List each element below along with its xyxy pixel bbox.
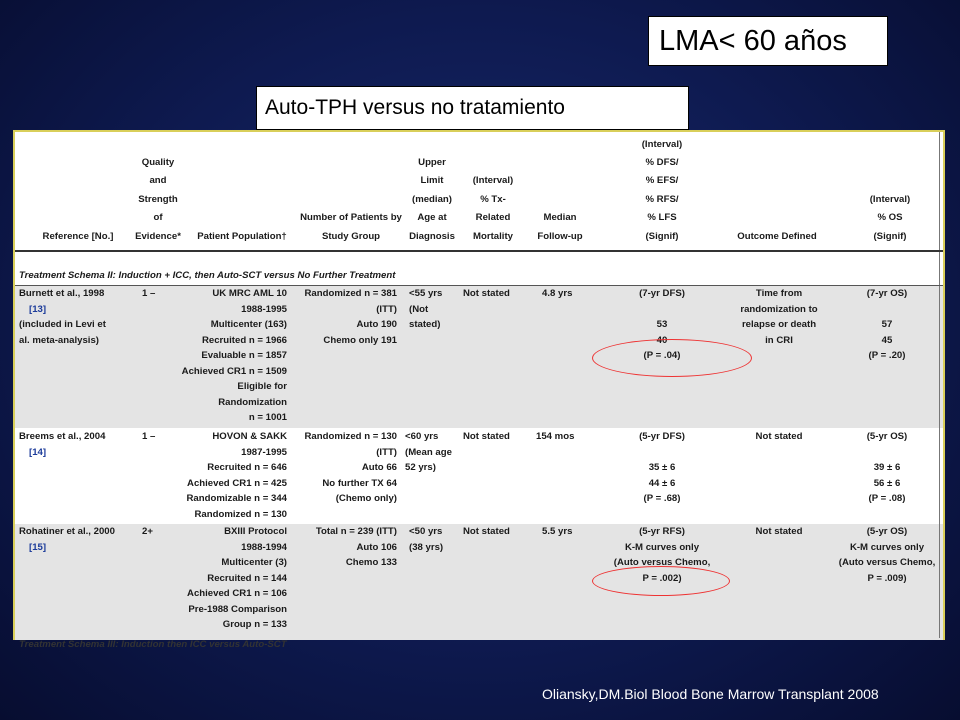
row2-os	[837, 429, 937, 507]
header-evidence-line-4: of	[153, 212, 163, 224]
header-outcome	[727, 228, 827, 246]
row1-patients	[285, 286, 397, 348]
next-schema-cut: Treatment Schema III: Induction then ICC versus Auto-SCT	[19, 639, 287, 650]
row3-reference-line-1: Rohatiner et al., 2000	[19, 526, 115, 537]
highlight-ellipse-rfs-row3	[592, 566, 730, 596]
row1-patients-line-3: Auto 190	[356, 319, 397, 330]
row1-os-line-4: 45	[881, 334, 893, 346]
header-population	[187, 228, 297, 246]
row1-os	[837, 286, 937, 364]
header-patients	[295, 209, 407, 246]
row1-reference	[19, 286, 106, 348]
header-patients-line-2: Study Group	[321, 230, 381, 242]
row2-reference-line-1: Breems et al., 2004	[19, 431, 106, 442]
row1-outcome-line-4: in CRI	[765, 334, 793, 346]
header-age-line-2: Limit	[420, 175, 444, 187]
row1-age	[409, 286, 442, 333]
row3-age-line-1: <50 yrs	[409, 526, 443, 537]
header-mortality-line-4: Mortality	[473, 230, 513, 242]
row1-reference-line-4: al. meta-analysis)	[19, 334, 99, 346]
row3-os-line-3: (Auto versus Chemo,	[838, 557, 936, 568]
row1-os-line-5: (P = .20)	[868, 350, 906, 361]
row2-population-line-3: Recruited n = 646	[207, 462, 287, 473]
row3-dfs-line-3: (Auto versus Chemo,	[613, 557, 711, 568]
row2-population	[175, 429, 287, 522]
header-age-line-4: Age at	[417, 212, 447, 224]
row2-population-line-5: Randomizable n = 344	[186, 493, 287, 504]
header-patients-line-1: Number of Patients by	[300, 212, 402, 224]
schema-label: Treatment Schema II: Induction + ICC, then Auto-SCT versus No Further Treatment	[19, 270, 396, 281]
row2-os-line-5: (P = .08)	[868, 493, 906, 504]
header-mortality-line-2: % Tx-	[480, 193, 506, 205]
row3-population-line-3: Multicenter (3)	[221, 557, 287, 568]
row2-patients-line-3: Auto 66	[361, 462, 397, 473]
row1-dfs-line-1: (7-yr DFS)	[639, 288, 685, 299]
row3-patients-line-2: Auto 106	[356, 541, 397, 553]
row2-patients	[285, 429, 397, 507]
row1-population	[175, 286, 287, 426]
header-mortality-line-3: Related	[475, 212, 511, 224]
row2-reference	[19, 429, 105, 460]
row2-patients-line-5: (Chemo only)	[335, 493, 397, 504]
header-dfs-line-3: % EFS/	[645, 175, 679, 187]
header-age-line-1: Upper	[418, 156, 446, 168]
header-dfs-line-4: % RFS/	[645, 193, 679, 205]
row3-dfs-line-1: (5-yr RFS)	[639, 526, 685, 537]
row1-population-line-7: Eligible for	[237, 381, 287, 392]
row2-mortality: Not stated	[463, 431, 510, 442]
row1-dfs-line-5: (P = .04)	[643, 350, 681, 361]
row3-population-line-4: Recruited n = 144	[207, 572, 287, 584]
row2-patients-line-4: No further TX 64	[322, 477, 397, 489]
row1-population-line-9: n = 1001	[248, 412, 287, 423]
row2-age-line-2: (Mean age	[405, 446, 452, 458]
row2-os-line-3: 39 ± 6	[873, 462, 901, 473]
row1-dfs-line-3: 53	[656, 319, 668, 330]
row2-followup: 154 mos	[536, 431, 575, 442]
row3-os-line-2: K-M curves only	[849, 541, 925, 553]
row1-reference-line-1: Burnett et al., 1998	[19, 288, 105, 299]
row3-followup: 5.5 yrs	[542, 526, 573, 537]
header-dfs-line-5: % LFS	[647, 212, 677, 224]
row1-dfs-line-2	[607, 302, 717, 318]
row2-os-line-4: 56 ± 6	[873, 477, 901, 489]
row2-population-line-2: 1987-1995	[241, 446, 287, 458]
citation: Oliansky,DM.Biol Blood Bone Marrow Transplant 2008	[542, 686, 879, 702]
row2-dfs-line-4: 44 ± 6	[648, 477, 676, 489]
row1-population-line-8: Randomization	[218, 396, 287, 408]
row-band-3	[15, 524, 943, 640]
header-evidence-line-5: Evidence*	[135, 230, 181, 242]
row1-population-line-5: Evaluable n = 1857	[201, 350, 287, 361]
row2-dfs	[607, 429, 717, 507]
row1-population-line-1: UK MRC AML 10	[212, 288, 287, 299]
row2-evidence: 1 –	[142, 431, 156, 442]
header-outcome-line-1: Outcome Defined	[737, 230, 817, 242]
header-followup-line-1: Median	[543, 212, 577, 224]
row2-age	[405, 429, 452, 476]
header-os-line-1: (Interval)	[869, 193, 911, 205]
header-followup-line-2: Follow-up	[537, 230, 583, 242]
header-evidence-line-1: Quality	[141, 156, 175, 168]
header-age-line-3: (median)	[412, 193, 452, 205]
row1-population-line-2: 1988-1995	[241, 303, 287, 315]
row2-reference-line-2: [14]	[29, 446, 47, 458]
row2-patients-line-1: Randomized n = 130	[304, 431, 397, 442]
row1-os-line-1: (7-yr OS)	[866, 288, 908, 299]
row2-os-line-2	[837, 445, 937, 461]
row3-population-line-6: Pre-1988 Comparison	[188, 603, 287, 615]
row2-age-line-1: <60 yrs	[405, 431, 439, 442]
row1-outcome-line-2: randomization to	[740, 303, 818, 315]
row1-age-line-2: (Not	[409, 303, 429, 315]
row1-patients-line-2: (ITT)	[376, 303, 397, 315]
row1-outcome	[719, 286, 839, 348]
header-population-line-1: Patient Population†	[197, 230, 287, 242]
row3-patients-line-1: Total n = 239 (ITT)	[315, 526, 397, 537]
row3-age-line-2: (38 yrs)	[409, 541, 444, 553]
row2-dfs-line-5: (P = .68)	[643, 493, 681, 504]
row3-dfs-line-4: P = .002)	[642, 572, 682, 584]
row1-population-line-4: Recruited n = 1966	[201, 334, 287, 346]
header-mortality-line-1: (Interval)	[472, 175, 514, 187]
row2-dfs-line-2	[607, 445, 717, 461]
highlight-ellipse-dfs-row1	[592, 339, 752, 377]
row1-outcome-line-1: Time from	[755, 288, 803, 299]
row2-population-line-4: Achieved CR1 n = 425	[187, 477, 287, 489]
row2-patients-line-2: (ITT)	[376, 446, 397, 458]
row1-population-line-6: Achieved CR1 n = 1509	[181, 365, 287, 377]
row2-population-line-1: HOVON & SAKK	[212, 431, 287, 442]
row1-os-line-2	[837, 302, 937, 318]
header-reference	[33, 228, 123, 246]
header-mortality	[461, 172, 525, 246]
row3-os-line-4: P = .009)	[867, 572, 907, 584]
row2-outcome-line-1: Not stated	[755, 431, 803, 442]
row2-outcome	[719, 429, 839, 445]
row3-os-line-1: (5-yr OS)	[866, 526, 908, 537]
header-followup	[529, 209, 591, 246]
row1-os-line-3: 57	[881, 319, 893, 330]
row1-reference-line-3: (included in Levi et	[19, 319, 106, 330]
row2-dfs-line-1: (5-yr DFS)	[639, 431, 685, 442]
row1-patients-line-4: Chemo only 191	[323, 334, 397, 346]
row3-population-line-7: Group n = 133	[222, 619, 287, 630]
row3-mortality: Not stated	[463, 526, 510, 537]
row3-reference-line-2: [15]	[29, 541, 47, 553]
row3-outcome-line-1: Not stated	[755, 526, 803, 537]
header-reference-line-1: Reference [No.]	[42, 230, 114, 242]
paper-table-excerpt	[13, 130, 945, 650]
slide-subtitle: Auto-TPH versus no tratamiento	[256, 86, 689, 130]
header-os	[855, 191, 925, 246]
row1-age-line-1: <55 yrs	[409, 288, 443, 299]
row2-dfs-line-3: 35 ± 6	[648, 462, 676, 473]
row3-os	[837, 524, 937, 586]
row3-reference	[19, 524, 115, 555]
slide-title: LMA< 60 años	[648, 16, 888, 66]
row1-evidence: 1 –	[142, 288, 156, 299]
row1-outcome-line-3: relapse or death	[741, 319, 817, 330]
row3-population-line-2: 1988-1994	[241, 541, 287, 553]
header-dfs	[627, 136, 697, 246]
row1-followup: 4.8 yrs	[542, 288, 573, 299]
row1-age-line-3: stated)	[409, 319, 441, 330]
row1-dfs-line-4: 40	[656, 334, 668, 346]
row2-age-line-3: 52 yrs)	[405, 462, 436, 473]
header-evidence-line-3: Strength	[138, 193, 178, 205]
row3-outcome	[719, 524, 839, 540]
row3-population	[175, 524, 287, 633]
header-evidence-line-2: and	[149, 175, 167, 187]
header-os-line-2: % OS	[877, 212, 903, 224]
header-os-line-3: (Signif)	[873, 230, 907, 242]
header-dfs-line-2: % DFS/	[645, 156, 679, 168]
header-dfs-line-6: (Signif)	[645, 230, 679, 242]
header-age	[407, 154, 457, 246]
header-dfs-line-1: (Interval)	[641, 138, 683, 150]
row3-patients-line-3: Chemo 133	[345, 557, 397, 568]
row1-patients-line-1: Randomized n = 381	[304, 288, 397, 299]
row3-patients	[285, 524, 397, 571]
row3-age	[409, 524, 443, 555]
row3-population-line-5: Achieved CR1 n = 106	[187, 588, 287, 599]
row1-population-line-3: Multicenter (163)	[210, 319, 287, 330]
row1-reference-line-2: [13]	[29, 303, 47, 315]
header-age-line-5: Diagnosis	[409, 230, 455, 242]
row3-population-line-1: BXIII Protocol	[224, 526, 287, 537]
table-header	[15, 132, 943, 252]
row1-mortality: Not stated	[463, 288, 510, 299]
header-evidence	[133, 154, 183, 246]
row2-os-line-1: (5-yr OS)	[866, 431, 908, 442]
row3-dfs-line-2: K-M curves only	[624, 541, 700, 553]
row3-evidence: 2+	[142, 526, 153, 537]
row2-population-line-6: Randomized n = 130	[194, 508, 287, 520]
